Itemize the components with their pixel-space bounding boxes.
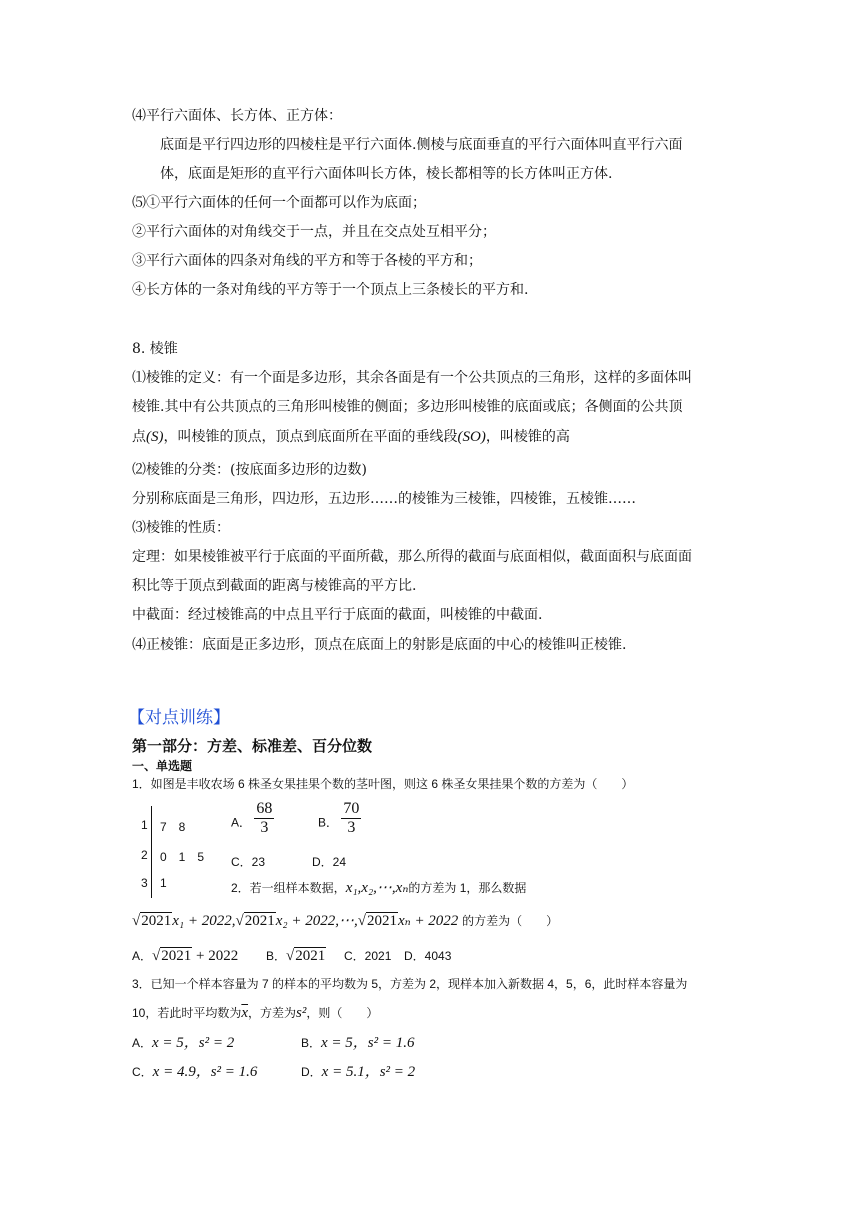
stem-2: 2 — [141, 848, 148, 862]
q3-option-d[interactable]: D．x = 5.1，s² = 2 — [301, 1064, 416, 1080]
s8-def1: ⑴棱锥的定义：有一个面是多边形，其余各面是有一个公共顶点的三角形，这样的多面体叫 — [132, 370, 692, 386]
q3-option-a[interactable]: A．x = 5，s² = 2 — [132, 1035, 235, 1051]
q1-option-a[interactable]: A． $\frac{68}{3}$ — [231, 800, 273, 836]
q3-option-c[interactable]: C．x = 4.9，s² = 1.6 — [132, 1064, 258, 1080]
q2-text: 2．若一组样本数据，x₁,x₂,⋯,xₙ的方差为 1，那么数据 — [231, 880, 527, 896]
s4-title: ⑷平行六面体、长方体、正方体： — [132, 108, 342, 124]
stem-leaf-divider — [151, 806, 152, 898]
q3-line2: 10，若此时平均数为$\overline{x}$，方差为s²，则（ ） — [132, 1005, 379, 1021]
s4-item-d: ④长方体的一条对角线的平方等于一个顶点上三条棱长的平方和. — [132, 282, 529, 298]
part-title: 第一部分：方差、标准差、百分位数 — [132, 737, 373, 755]
q1-option-d[interactable]: D．24 — [312, 855, 347, 869]
height-symbol: (SO) — [457, 429, 486, 445]
q2-option-b[interactable]: B．√2021 — [266, 948, 326, 964]
q3-line1: 3．已知一个样本容量为 7 的样本的平均数为 5，方差为 2，现样本加入新数据 4，5，6，此时样本容量为 — [132, 977, 688, 991]
q1-option-c[interactable]: C．23 — [231, 855, 266, 869]
s8-def3: 点(S)，叫棱锥的顶点，顶点到底面所在平面的垂线段(SO)，叫棱锥的高 — [132, 429, 570, 445]
s8-def2: 棱锥.其中有公共顶点的三角形叫棱锥的侧面；多边形叫棱锥的底面或底；各侧面的公共顶 — [132, 399, 683, 415]
s8-reg: ⑷正棱锥：底面是正多边形，顶点在底面上的射影是底面的中心的棱锥叫正棱锥. — [132, 637, 627, 653]
s8-thm2: 积比等于顶点到截面的距离与棱锥高的平方比. — [132, 578, 417, 594]
s8-prop: ⑶棱锥的性质： — [132, 520, 230, 536]
apex-symbol: (S) — [146, 429, 164, 445]
s4-item-a: ⑸①平行六面体的任何一个面都可以作为底面； — [132, 195, 426, 211]
s4-p1: 底面是平行四边形的四棱柱是平行六面体.侧棱与底面垂直的平行六面体叫直平行六面 — [160, 137, 683, 153]
stem-1: 1 — [141, 818, 148, 832]
q2-expression: √2021x₁ + 2022,√2021x₂ + 2022,⋯,√2021xₙ + 2022 的方差为（ ） — [132, 913, 559, 929]
training-title: 【对点训练】 — [128, 708, 230, 728]
leaves-2: 0 1 5 — [160, 850, 205, 864]
stem-3: 3 — [141, 876, 148, 890]
s8-thm1: 定理：如果棱锥被平行于底面的平面所截，那么所得的截面与底面相似，截面面积与底面面 — [132, 549, 692, 565]
q3-option-b[interactable]: B．x = 5，s² = 1.6 — [301, 1035, 415, 1051]
q2-option-c[interactable]: C．2021 — [344, 949, 392, 963]
q1-option-b[interactable]: B． $\frac{70}{3}$ — [318, 800, 360, 836]
s8-cls1: ⑵棱锥的分类：(按底面多边形的边数) — [132, 462, 367, 478]
s8-cls2: 分别称底面是三角形，四边形，五边形……的棱锥为三棱锥，四棱锥，五棱锥…… — [132, 491, 636, 507]
leaves-3: 1 — [160, 876, 167, 890]
q2-option-a[interactable]: A．√2021 + 2022 — [132, 948, 239, 964]
question-type: 一、单选题 — [132, 759, 193, 773]
s4-p2: 体，底面是矩形的直平行六面体叫长方体，棱长都相等的长方体叫正方体. — [160, 166, 613, 182]
s4-item-c: ③平行六面体的四条对角线的平方和等于各棱的平方和； — [132, 253, 482, 269]
q1-text: 1．如图是丰收农场 6 株圣女果挂果个数的茎叶图，则这 6 株圣女果挂果个数的方差为（ ） — [132, 777, 634, 791]
q2-option-d[interactable]: D．4043 — [404, 949, 452, 963]
s8-mid: 中截面：经过棱锥高的中点且平行于底面的截面，叫棱锥的中截面. — [132, 607, 543, 623]
s4-item-b: ②平行六面体的对角线交于一点，并且在交点处互相平分； — [132, 224, 496, 240]
s8-heading: 8. 棱锥 — [132, 341, 178, 357]
leaves-1: 7 8 — [160, 820, 186, 834]
